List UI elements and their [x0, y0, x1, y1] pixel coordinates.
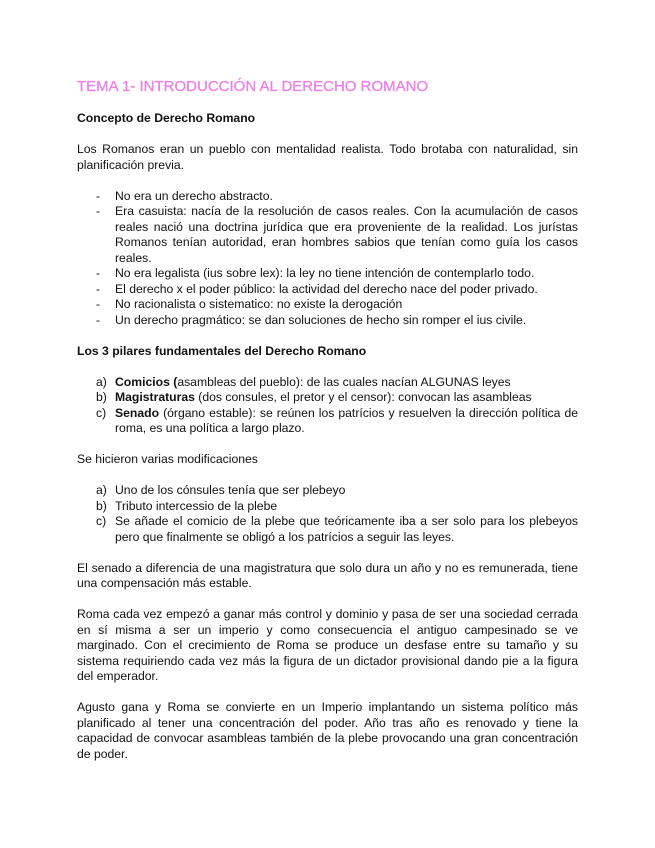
- list-item-text: No racionalista o sistematico: no existe la derogación: [115, 297, 403, 311]
- list-item: - Un derecho pragmático: se dan soluciones de hecho sin romper el ius civile.: [96, 312, 527, 327]
- list-item-text: Se añade el comicio de la plebe que teóricamente iba a ser solo para los plebeyos pero que finalmente se obligó a los patrícios a seguir las leyes.: [115, 514, 578, 544]
- list-item-text: Tributo intercessio de la plebe: [115, 498, 278, 513]
- list-item: - Era casuista: nacía de la resolución de casos reales. Con la acumulación de casos reales nació una doctrina jurídica que era proveniente de la realidad. Los jurístas Romanos tenían autoridad, eran hombres sabios que tenían como guía los casos reales.: [96, 204, 578, 265]
- pillars-list: [77, 375, 578, 437]
- document-title: TEMA 1- INTRODUCCIÓN AL DERECHO ROMANO: [77, 78, 429, 95]
- list-marker: a): [96, 483, 107, 497]
- list-item: [77, 390, 578, 406]
- list-item-text: No era un derecho abstracto.: [115, 188, 273, 203]
- list-item-text: No era legalista (ius sobre lex): la ley no tiene intención de contemplarlo todo.: [115, 266, 535, 280]
- list-item-text: (órgano estable): se reúnen los patrícios y resuelven la dirección política de roma, es una política a largo plazo.: [115, 405, 578, 435]
- bullet-list: [77, 189, 578, 329]
- paragraph: Roma cada vez empezó a ganar más control y dominio y pasa de ser una sociedad cerrada en sí misma a ser un imperio y como consecuencia el antiguo campesinado se ve marginado. Con el crecimiento de Roma se produce un desfase entre su tamaño y su sistema requiriendo cada vez más la figura de un dictador provisional dando pie a la figura del emperador.: [77, 607, 578, 683]
- section-heading: Los 3 pilares fundamentales del Derecho Romano: [77, 343, 367, 358]
- list-item-text: Era casuista: nacía de la resolución de casos reales. Con la acumulación de casos reales nació una doctrina jurídica que era proveniente de la realidad. Los jurístas Romanos tenían autoridad, eran hombres sabios que tenían como guía los casos reales.: [115, 204, 578, 265]
- list-item-text: Un derecho pragmático: se dan soluciones de hecho sin romper el ius civile.: [115, 312, 527, 327]
- paragraph: Agusto gana y Roma se convierte en un Imperio implantando un sistema político más planificado al tener una concentración del poder. Año tras año es renovado y tiene la capacidad de convocar asambleas también de la plebe provocando una gran concentración de poder.: [77, 700, 578, 761]
- list-marker: c): [96, 514, 107, 528]
- list-item: [77, 483, 578, 499]
- list-marker: b): [96, 390, 107, 404]
- document-page: [77, 78, 578, 778]
- list-item-text: (dos consules, el pretor y el censor): convocan las asambleas: [194, 390, 532, 404]
- paragraph: Se hicieron varias modificaciones: [77, 452, 258, 466]
- list-item: - No era legalista (ius sobre lex): la ley no tiene intención de contemplarlo todo.: [96, 266, 535, 280]
- list-item: [77, 499, 578, 515]
- paragraph: Los Romanos eran un pueblo con mentalidad realista. Todo brotaba con naturalidad, sin planificación previa.: [77, 142, 578, 172]
- list-item: - El derecho x el poder público: la actividad del derecho nace del poder privado.: [96, 281, 538, 296]
- section-heading: Concepto de Derecho Romano: [77, 111, 256, 125]
- term: Magistraturas: [115, 390, 195, 404]
- list-item: - No racionalista o sistematico: no existe la derogación: [96, 297, 403, 311]
- list-item: - No era un derecho abstracto.: [96, 188, 273, 203]
- list-item: [77, 514, 578, 545]
- list-marker: a): [96, 374, 107, 389]
- list-item-text: asambleas del pueblo): de las cuales nacían ALGUNAS leyes: [177, 374, 511, 389]
- term: Comicios (: [115, 374, 178, 389]
- paragraph: El senado a diferencia de una magistratura que solo dura un año y no es remunerada, tiene una compensación más estable.: [77, 560, 578, 590]
- list-item-text: El derecho x el poder público: la actividad del derecho nace del poder privado.: [115, 281, 538, 296]
- list-marker: b): [96, 498, 107, 513]
- list-item: [77, 375, 578, 391]
- modifications-list: [77, 483, 578, 545]
- term: Senado: [115, 405, 160, 420]
- list-item: [77, 406, 578, 437]
- list-item-text: Uno de los cónsules tenía que ser plebeyo: [115, 483, 346, 497]
- list-marker: c): [96, 405, 107, 420]
